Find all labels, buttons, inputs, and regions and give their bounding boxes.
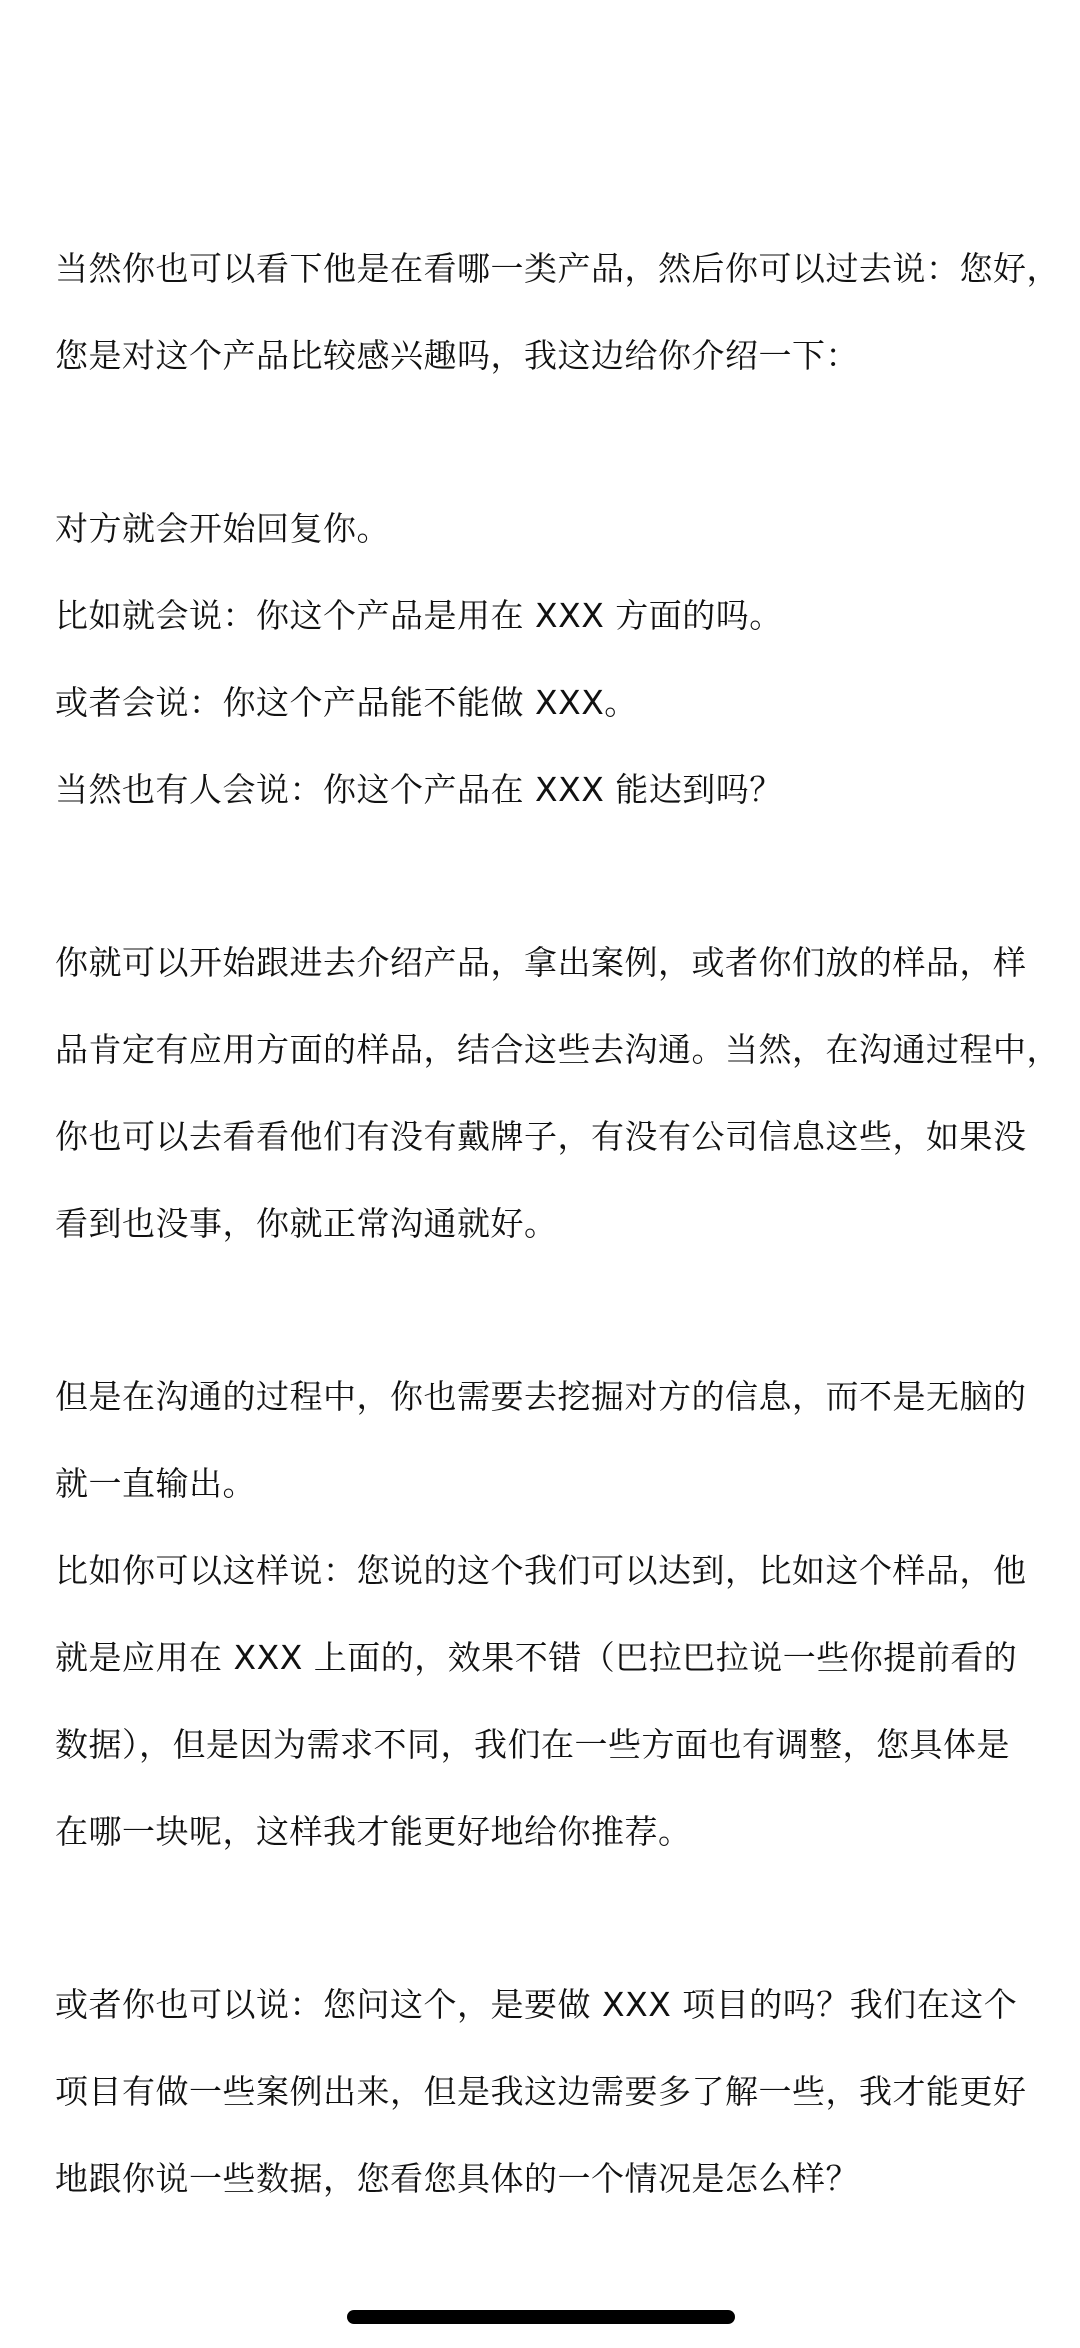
text-line: 项目有做一些案例出来，但是我这边需要多了解一些，我才能更好 — [55, 2072, 1027, 2111]
text-line: 数据），但是因为需求不同，我们在一些方面也有调整，您具体是 — [55, 1725, 1010, 1764]
home-indicator[interactable] — [347, 2310, 735, 2324]
text-line: 当然你也可以看下他是在看哪一类产品，然后你可以过去说：您好， — [55, 249, 1060, 288]
article-body — [55, 225, 1060, 2222]
text-line: 或者会说：你这个产品能不能做 XXX。 — [55, 683, 638, 722]
paragraph-1 — [55, 225, 1060, 399]
text-line: 在哪一块呢，这样我才能更好地给你推荐。 — [55, 1812, 692, 1851]
text-line: 看到也没事，你就正常沟通就好。 — [55, 1204, 558, 1243]
paragraph-gap — [55, 399, 1030, 485]
text-line: 就是应用在 XXX 上面的，效果不错（巴拉巴拉说一些你提前看的 — [55, 1638, 1018, 1677]
text-line: 就一直输出。 — [55, 1464, 256, 1503]
text-line: 地跟你说一些数据，您看您具体的一个情况是怎么样？ — [55, 2159, 859, 2198]
paragraph-4 — [55, 1353, 1030, 1875]
text-line: 但是在沟通的过程中，你也需要去挖掘对方的信息，而不是无脑的 — [55, 1377, 1027, 1416]
paragraph-5 — [55, 1961, 1030, 2222]
text-line: 品肯定有应用方面的样品，结合这些去沟通。当然，在沟通过程中， — [55, 1030, 1060, 1069]
text-line: 比如就会说：你这个产品是用在 XXX 方面的吗。 — [55, 596, 783, 635]
text-line: 您是对这个产品比较感兴趣吗，我这边给你介绍一下： — [55, 336, 859, 375]
paragraph-gap — [55, 833, 1030, 919]
paragraph-2 — [55, 485, 1030, 833]
paragraph-3 — [55, 919, 1060, 1267]
text-line: 你也可以去看看他们有没有戴牌子，有没有公司信息这些，如果没 — [55, 1117, 1027, 1156]
text-line: 或者你也可以说：您问这个，是要做 XXX 项目的吗？我们在这个 — [55, 1985, 1018, 2024]
text-line: 比如你可以这样说：您说的这个我们可以达到，比如这个样品，他 — [55, 1551, 1027, 1590]
text-line: 对方就会开始回复你。 — [55, 509, 390, 548]
text-line: 你就可以开始跟进去介绍产品，拿出案例，或者你们放的样品，样 — [55, 943, 1027, 982]
text-line: 当然也有人会说：你这个产品在 XXX 能达到吗？ — [55, 770, 783, 809]
paragraph-gap — [55, 1267, 1030, 1353]
paragraph-gap — [55, 1875, 1030, 1961]
